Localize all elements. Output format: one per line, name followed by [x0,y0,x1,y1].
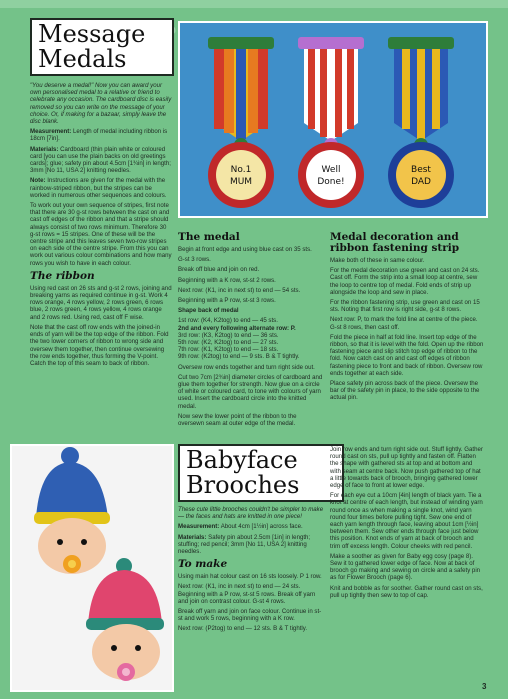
medals-column-3 [330,228,484,405]
ribbon-note: Note that the cast off row ends with the joined-in ends of yarn will be the top edge of the ribbon. Fold the two lower corners of ribbon to wrong side and oversew them together, then continue oversewing the row ends together, thus forming the V-point. Catch the top of this seam to back of ribbon. [30,323,169,367]
baby-blue-hat [34,447,110,574]
babyface-photo [10,444,174,692]
medal-text-2: G-st 3 rows. [178,256,211,264]
medal-1-label-line1: No.1 [230,165,252,175]
decor-text-4: Fold the piece in half at fold line. Insert top edge of the ribbon, so that it is level with the fold. Open up the ribbon fastening piece and slip stitch top edge of ribbon to the fold. Now catch cast on and cast off edges of ribbon fastening piece to front and back of ribbon. Oversew row ends together at each side. [330,333,484,377]
medals-column-1 [30,82,172,370]
medal-mum [208,37,274,208]
baby-right-text-1: Join row ends and turn right side out. Stuff lightly. Gather round cast on sts, pull up tightly and fasten off. Flatten the shape with gathered sts at top and at bottom and with seam at centre back. Now push gathered top of hat a little towards back of brooch, bringing gathered lower edge of face to front at lower edge. [330,446,483,490]
medals-column-2 [178,228,324,430]
shape-row-5: 5th row: (K2, K2tog) to end — 27 sts. [178,339,279,347]
baby-materials: Materials: Safety pin about 2.5cm [1in] in length; stuffing; red pencil; 3mm [No 11, USA 2] knitting needles. [178,533,311,556]
ribbon-heading: The ribbon [30,269,95,282]
medals-materials: Materials: Cardboard (thin plain white or coloured card [you can use the plain backs on old greetings cards]; glue; safety pin about 4.5cm [1¾in] in length; 3mm [No 11, USA 2] knitting needles. [30,145,171,175]
medals-title [30,18,174,76]
medal-text-4: Beginning with a K row, st-st 2 rows. [178,276,276,284]
baby-intro: These cute little brooches couldn't be simpler to make — the faces and hats are knitted in one piece! [178,506,324,521]
medal-2-label-line1: Well [321,165,341,175]
babyface-illustration [12,446,172,690]
decor-text-5: Place safety pin across back of the piece. Oversew the bar of the safety pin in place, to the side opposite to the actual pin. [330,380,480,402]
baby-right-text-3: Make a soother as given for Baby egg cosy (page 8). Sew it to gathered lower edge of face. Now at back of brooch go making and sewing on circle and a safety pin as for Flower Brooch (page 6). [330,552,481,582]
medal-text-3: Break off blue and join on red. [178,266,260,274]
medals-illustration [180,23,486,216]
shape-row-2: 2nd and every following alternate row: P. [178,324,296,332]
medal-3-label-line2: DAD [411,177,431,187]
medal-1-label-line2: MUM [229,177,253,187]
ribbon-text: Using red cast on 26 sts and g-st 2 rows, joining and breaking yarns as required continue in g-st. Work 4 rows orange, 4 rows yellow, 2 rows green, 6 rows blue, 2 rows green, 4 rows yellow, 4 rows orange and 2 rows red. Using red, cast off F wise. [30,284,172,321]
baby-pink-hat [86,558,164,681]
sew-text: Now sew the lower point of the ribbon to the oversewn seam at outer edge of the medal. [178,412,297,428]
shape-row-9: 9th row: (K2tog) to end — 9 sts. B & T tightly. [178,353,300,361]
medal-dad [388,37,454,208]
medals-measurement: Measurement: Length of medal including ribbon is 18cm [7in]. [30,128,168,143]
medal-heading: The medal [178,231,240,243]
make-next-row: Next row: (K1, inc in next st) to end — 24 sts. Beginning with a P row, st-st 5 rows. Break off yarn and join on contrast colour. G-st 4 rows. [178,583,316,605]
baby-title-line2: Brooches [186,471,300,500]
make-heading: To make [178,558,228,571]
shape-row-3: 3rd row: (K3, K2tog) to end — 36 sts. [178,331,279,339]
medal-text-1: Begin at front edge and using blue cast on 35 sts. [178,246,312,253]
baby-right-text-2: For each eye cut a 10cm [4in] length of black yarn. Tie a knot at centre of each length, but instead of winding yarn round once as when making a single knot, wind yarn round four times before pulling tight. Sew one end of each yarn length through face, leaving about 1cm [½in] between them. Sew other ends through face just below this position. Knot ends of yarn at back of brooch and trim off excess length. Colour cheeks with red pencil. [330,492,483,550]
decor-text-1: Make both of these in same colour. [330,257,425,264]
cut-text: Cut two 7cm [2¾in] diameter circles of cardboard and glue them together for strength. Now glue on a circle of white or coloured card, to tone with colours of yarn used. Insert the cardboard circle into the knitted medal. [178,373,323,410]
decor-text-3: For the ribbon fastening strip, use green and cast on 15 sts. Noting that first row is right side, g-st 8 rows. [330,299,480,314]
baby-column-1 [178,506,324,636]
baby-title [178,444,344,502]
shape-text: Oversew row ends together and turn right side out. [178,363,315,371]
medal-well-done [298,37,364,208]
medals-stripes: To work out your own sequence of stripes, first note that there are 30 g-st rows between the cast on and cast off edges of the ribbon and that a stripe should always consist of two rows minimum. Therefore 30 g-st rows = 15 stripes. One of these will be the centre stripe and this leaves seven two-row stripes on each side of the centre stripe. From this you can work out various colour combinations and how many rows you wish to have in each colour. [30,202,172,267]
medals-photo [178,21,488,218]
medal-next-row: Next row: (K1, inc in next st) to end — 54 sts. [178,286,301,294]
make-text-2: Break off yarn and join on face colour. Continue in st-st and work 5 rows, beginning with a K row. [178,608,322,623]
shape-row-7: 7th row: (K1, K2tog) to end — 18 sts. [178,346,279,354]
decor-next-row: Next row: P, to mark the fold line at centre of the piece. G-st 8 rows, then cast off. [330,316,478,331]
medal-2-label-line2: Done! [317,177,345,187]
baby-right-text-4: Knit and bobble as for soother. Gather round cast on sts, pull up tightly then sew to top of cap. [330,584,483,599]
make-next-row-2: Next row: (P2tog) to end — 12 sts. B & T tightly. [178,625,308,633]
medals-intro: "You deserve a medal!" Now you can award your own personalised medal to a relative or friend to celebrate any occasion. The cardboard disc is easily removed so you can write on the message of your choice. Or, if making for a bazaar, simply leave the disc blank. [30,82,172,126]
shape-row-1: 1st row: (K4, K2tog) to end — 45 sts. [178,317,278,325]
medal-3-label-line1: Best [411,165,431,175]
page-number: 3 [482,682,487,691]
medals-note: Note: Instructions are given for the medal with the rainbow-striped ribbon, but the stripes can be worked in numerous other sequences and colours. [30,177,167,199]
decor-heading: Medal decoration and ribbon fastening strip [330,231,460,254]
medal-text-5: Beginning with a P row, st-st 3 rows. [178,297,276,305]
medals-title-line2: Medals [38,45,127,74]
baby-column-2 [330,446,484,602]
make-text-1: Using main hat colour cast on 16 sts loosely. P 1 row. [178,573,322,581]
shape-heading: Shape back of medal [178,307,239,315]
baby-measurement: Measurement: About 4cm [1½in] across face. [178,523,303,531]
baby-title-line1: Babyface [186,446,298,474]
top-strip [0,0,508,8]
decor-text-2: For the medal decoration use green and cast on 24 sts. Cast off. Form the strip into a small loop at centre, sew the loop to centre top of medal. Fold ends of strip up alongside the loop and sew in place. [330,267,480,296]
medals-title-line1: Message [38,20,146,48]
